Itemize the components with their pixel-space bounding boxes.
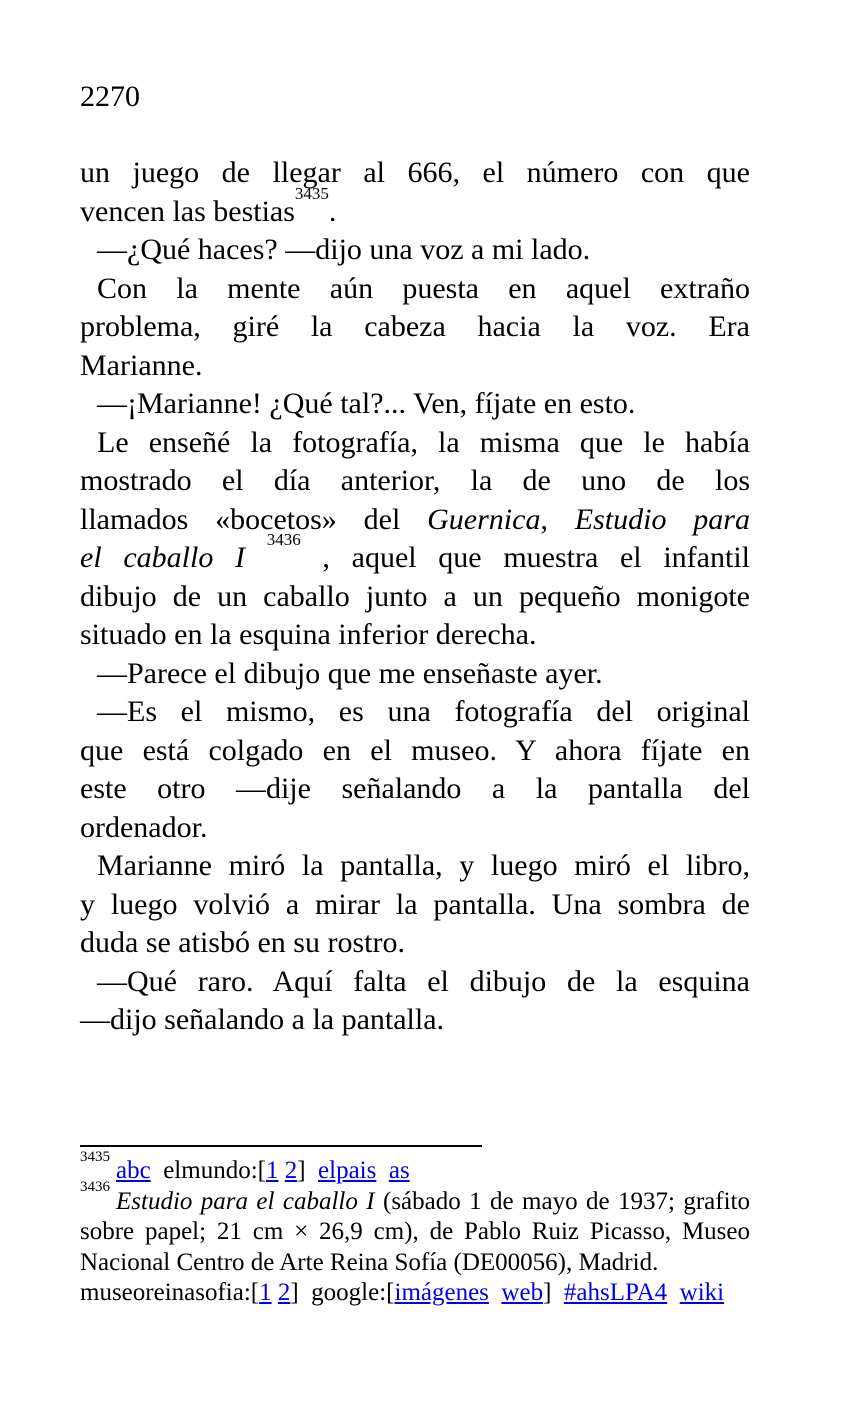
text-line [80,270,750,309]
footnote-ref-3435: 3435 [294,183,329,203]
text-run: ] [297,1157,319,1184]
text-run [376,1157,389,1184]
body-text [80,154,750,1040]
link-museoreinasofia-2[interactable]: 2 [277,1279,291,1306]
text-line [80,183,750,232]
text-line [80,578,750,617]
text-run [667,1279,680,1306]
text-run: vencen las bestias [80,194,295,228]
text-run: elmundo:[ [150,1157,266,1184]
link-wiki[interactable]: wiki [679,1279,725,1306]
text-run: . [328,194,337,228]
italic-run-estudio: Estudio para [574,502,750,536]
text-run: , aquel que muestra el infantil [300,541,750,574]
footnote-3436-line-4 [80,1278,750,1309]
text-line [80,809,750,848]
text-line [80,501,750,540]
text-line [80,847,750,886]
text-line [80,308,750,347]
text-run [489,1279,502,1306]
text-run: ] google:[ [290,1279,395,1306]
text-run: (sábado 1 de mayo de 1937; grafito [374,1187,750,1215]
text-run: , [540,502,575,536]
text-run: —¿Qué haces? —dijo una voz a mi lado. [97,233,591,266]
text-line [80,347,750,386]
text-run: que está colgado en el museo. Y ahora fíjate en [80,733,750,767]
text-line [80,530,750,578]
text-line [80,693,750,732]
italic-run-estudio-title: Estudio para el caballo I [116,1187,375,1215]
text-line [80,616,750,655]
text-run: llamados «bocetos» del [80,502,428,536]
link-elmundo-1[interactable]: 1 [265,1157,279,1184]
footnote-ref-3436: 3436 [266,530,301,549]
text-run: Marianne. [80,348,203,382]
text-run: Nacional Centro de Arte Reina Sofía (DE00056), Madrid. [80,1248,659,1276]
text-line [80,770,750,809]
text-line [80,385,750,424]
link-google-imagenes[interactable]: imágenes [394,1279,489,1306]
text-line [80,424,750,463]
footnote-marker-3435: 3435 [80,1148,110,1165]
text-run: —Es el mismo, es una fotografía del original [97,695,750,728]
footnote-separator [80,1145,482,1147]
page-number: 2270 [80,80,140,113]
footnote-3435 [80,1148,750,1187]
text-run: —¡Marianne! ¿Qué tal?... Ven, fíjate en esto. [97,387,636,420]
italic-run-guernica: Guernica [427,502,541,536]
text-run: ordenador. [80,810,208,844]
footnote-3436-line-1 [80,1179,750,1218]
text-run: un juego de llegar al 666, el número con que [80,156,750,189]
text-run: problema, giré la cabeza hacia la voz. Era [80,310,750,343]
link-abc[interactable]: abc [116,1157,151,1184]
text-line [80,732,750,771]
link-elmundo-2[interactable]: 2 [284,1157,298,1184]
link-elpais[interactable]: elpais [318,1157,377,1184]
text-line [80,963,750,1002]
text-run: —Parece el dibujo que me enseñaste ayer. [97,656,603,690]
text-run: este otro —dije señalando a la pantalla del [80,772,750,805]
footnotes-section [80,1145,750,1309]
text-run: Con la mente aún puesta en aquel extraño [97,271,750,305]
text-run: —Qué raro. Aquí falta el dibujo de la esquina [97,964,750,998]
italic-run-estudio: el caballo I [80,541,246,574]
footnote-3436-line-3 [80,1248,750,1279]
text-run: situado en la esquina inferior derecha. [80,618,537,651]
text-run: Le enseñé la fotografía, la misma que le había [97,425,750,459]
text-run: duda se atisbó en su rostro. [80,926,405,959]
footnote-marker-3436: 3436 [80,1179,110,1196]
text-line [80,462,750,501]
text-run: dibujo de un caballo junto a un pequeño monigote [80,579,750,613]
text-run [245,541,267,574]
text-run: ] [543,1279,564,1306]
text-line [80,1001,750,1040]
text-run: mostrado el día anterior, la de uno de los [80,464,750,497]
footnote-3436-line-2 [80,1217,750,1248]
text-run: y luego volvió a mirar la pantalla. Una sombra de [80,887,750,921]
text-line [80,655,750,694]
link-museoreinasofia-1[interactable]: 1 [259,1279,272,1306]
text-run: Marianne miró la pantalla, y luego miró el libro, [97,849,750,882]
text-run: sobre papel; 21 cm × 26,9 cm), de Pablo Ruiz Picasso, Museo [80,1218,750,1245]
text-run: museoreinasofia:[ [80,1279,260,1306]
link-as[interactable]: as [388,1157,410,1184]
text-line [80,886,750,925]
text-line [80,231,750,270]
link-google-web[interactable]: web [501,1279,544,1306]
text-line [80,924,750,963]
text-line [80,154,750,193]
text-run: —dijo señalando a la pantalla. [80,1003,445,1036]
link-ahslpa4[interactable]: #ahsLPA4 [563,1279,668,1306]
